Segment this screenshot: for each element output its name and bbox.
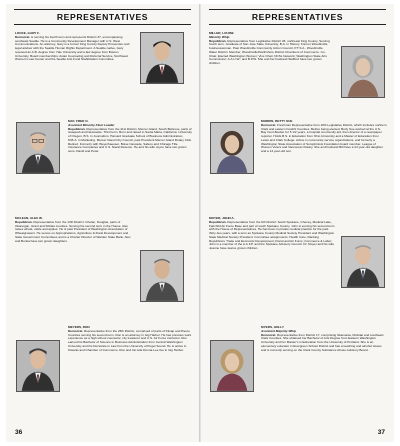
entry-bio: Representative from the 6th District: South Spokane, Cheney, Medical Lake, Fairchild Air Force Base and part of south Spokane County. John is serving his second term with the House of Representatives. He has been in private medical practice for the past thirty-two years, with a term as Spokane County Medical Society President and Washington State Medical Society President. Committee assignments: Health Care, Ranking Republican; Trade and Economic Development; Fiscal and Air Force; Commerce & Labor; John is a member of the A.A.F.P. and the Spokane Advisory Council. Dr. Moyer and his wife Joanne have twelve grown children. [209,219,335,250]
portrait-icon [17,123,59,173]
entry-name: MORRIS, BETTY SUE [261,120,293,123]
portrait-photo-meyers [16,340,60,392]
portrait-photo-morris [210,122,254,174]
bio-entry-mclean [15,217,133,279]
entry-party: Republican. [15,219,34,224]
portrait-photo-mclean [140,250,184,302]
entry-bio: Representative from the 41st District, Mercer Island, South Bellevue, parts of Issaquah and Newcastle. Third term. Born and raised in Santa Maria, California. University of Oregon, B.S. in Journalism. Harvard Graduate School of Business Administration, M.B.A. in Marketing. Mercer Island City Council, past President Mercer Island Rotary Club. Retired. Formerly with Weyerhaeuser, Boise Cascade, Safeco and Chicago Title Insurance Companies and U.S. Naval Reserve. He and his wife Joyce have two grown sons, David and Peter. [68,126,192,153]
entry-party: Republican. [209,219,228,224]
bio-entry-locke [15,32,133,96]
portrait-icon [141,251,183,301]
portrait-photo-myers [210,340,254,392]
bio-entry-miller [209,32,331,98]
entry-name: MAY, FRED O. [68,120,89,123]
bio-entry-meyers [68,326,192,394]
page-number-right: 37 [377,429,385,436]
portrait-icon [17,341,59,391]
portrait-photo-miller [341,46,385,98]
page-header-right: REPRESENTATIVES [209,9,386,25]
entry-role: Assistant Minority Floor Leader [68,122,115,127]
entry-bio: is serving his fourth term and represents District 37, encompassing southeast Seattle. He is a Community Development Manager with U.S. West Communications. An attorney, Gary is a former King County Deputy Prosecutor and legal advisor with the Seattle Human Rights Department. A Seattle native, Gary received an A.B. degree from Yale University and a law degree from Boston University. Board memberships: Asian Counseling and Referral Service, Northwest Women's Law Center and the Seattle Arts Fund Stabilization Committee. [15,34,130,62]
portrait-icon [211,341,253,391]
portrait-photo-may [16,122,60,174]
entry-role: Minority Whip [209,34,230,39]
entry-bio: Freshman Representative from 18th Legislative District, which includes northern Clark and eastern Cowlitz Counties. Before being elected, Betty Sue worked at the U.S. Bay Cent Booker for 5 1/2 years, a hospital community aid, then director of a newspaper reporter. Holds B.S. in Education from Ohio University and a Master of Education from Lewis and Clark College. Active in community service organizations, and formerly a Washington State Association of Soroptimists Foundation board member, League of Women Voters and Vancouver Rotary. She and husband Bill have a 24 year-old daughter and a 14 year-old son. [261,122,387,153]
entry-party: Republican. [68,126,87,131]
entry-role: Assistant Majority Whip [261,328,297,333]
entry-name: MCLEAN, ALEX W. [15,217,43,220]
right-page [200,4,394,442]
entry-bio: Representative from the 26th District, comprised of parts of Kitsap and Pierce Counties serving his second term. Ron is an attorney in Gig Harbor. He has previous work experience as a high school counselor, city treasurer and U.S. Air Force instructor. Ron earned his Bachelor of Science in Business Administration from Central Washington University and his Doctorate in Law from the University of Puget Sound. He is active in Kiwanis and Chamber of Commerce. Ron and his wife Donna-Lee live in Gig Harbor. [68,328,192,352]
entry-party: Democrat. [68,328,84,333]
entry-name: MILLER, LOUISE [209,32,234,35]
entry-party: Republican. [209,38,228,43]
entry-bio: Representative from District 17, comprising Skamania, Klickitat and southeast Clark Counties. She obtained her Bachelor of Arts Degree from Eastern Washington University and her Master's in Education from the University of Portland. She is an elementary educator in Evergreen School District and has a teaching and alcohol issues and is currently serving on the Clark County Substance Abuse Advisory Board. [261,332,384,352]
portrait-photo-moyer [341,236,385,288]
portrait-icon [211,123,253,173]
entry-name: MYERS, HOLLY [261,326,284,329]
entry-name: LOCKE, GARY F. [15,32,40,35]
left-page [6,4,200,442]
bio-entry-morris [261,120,387,192]
page-header-left: REPRESENTATIVES [14,9,191,25]
entry-name: MEYERS, RON [68,326,90,329]
entry-name: MOYER, JOHN A. [209,217,235,220]
entry-party: Democrat. [15,34,31,39]
portrait-icon [342,47,384,97]
entry-bio: Representative from the 13th District: Chelan, Douglas, parts of Okanogan, Grant and Kittitas counties. Serving his second term in the House. Alex raises wheat, cattle and apples. He is past President of Washington Association of Wheatgrowers. He serves on Appropriations, Agriculture & Rural Development and State Government Committees and is a Charter Director of Warden State Bank. Alex and Bonita have two grown daughters. [15,219,131,243]
bio-entry-myers [261,326,387,392]
page-number-left: 36 [15,429,23,436]
portrait-photo-locke [140,32,184,84]
portrait-icon [342,237,384,287]
entry-party: Democrat. [261,332,277,337]
entry-party: Democrat. [261,122,277,127]
bio-entry-moyer [209,217,335,289]
entry-bio: Representative from Legislative District 45, northeast King County. Serving fourth term. Graduate of San Jose State University, B.A. in History. Former Woodinville businesswoman. Past Woodinville Community Action Council, P.T.S.A., Woodinville Water District. Member, Woodinville/Northshore District Chambers of Commerce. Co-Chair, Elected Washington Women; Vice Chair, NCSL Network; Washington State Arts Commission; A.A.U.W.; and B.P.W. She and her husband Stafford have two grown children. [209,38,330,65]
page-spread [6,4,394,442]
portrait-icon [141,33,183,83]
bio-entry-may [68,120,192,180]
